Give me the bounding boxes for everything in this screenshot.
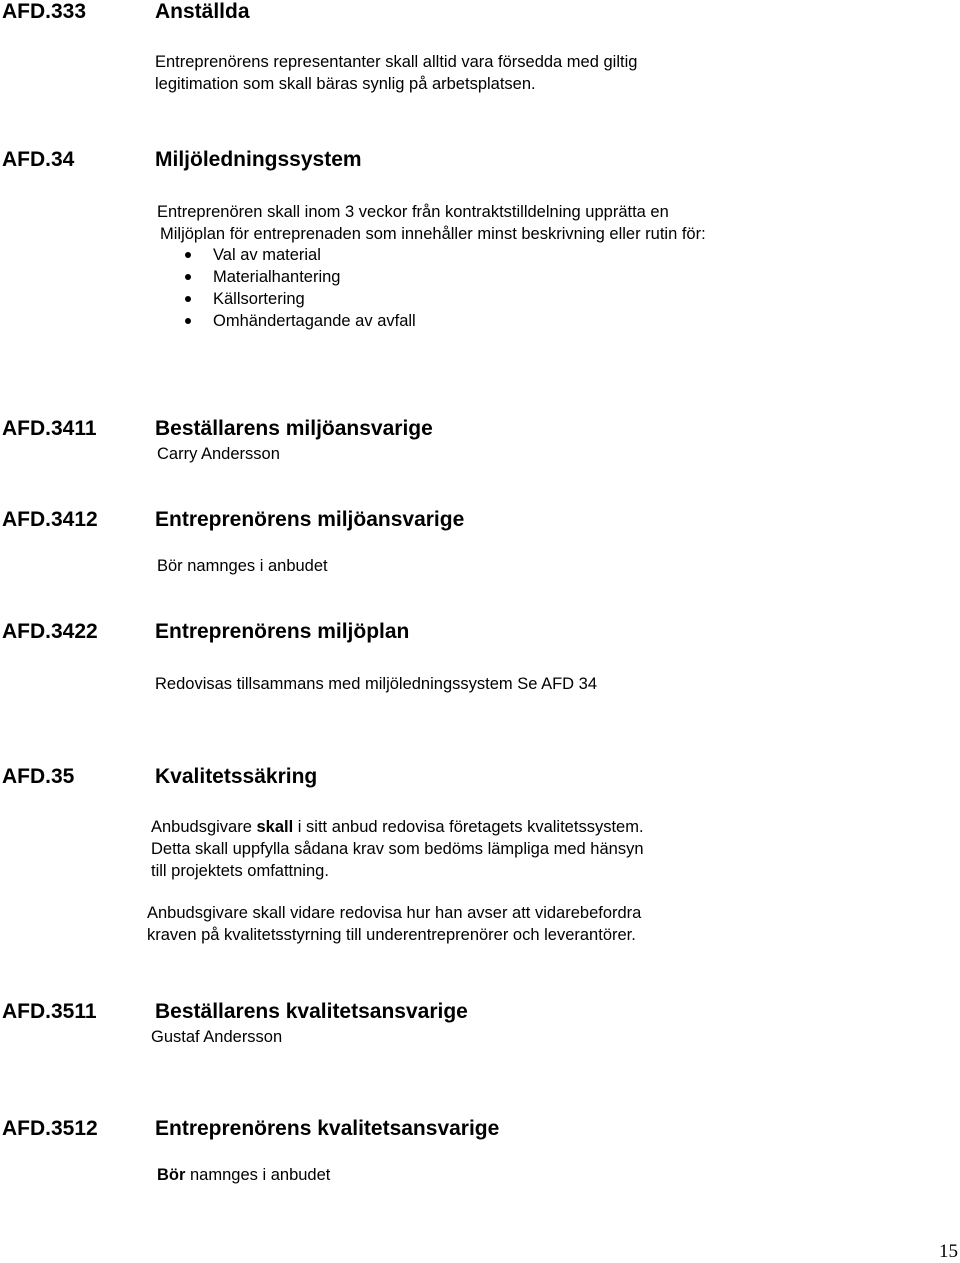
paragraph-line: Anbudsgivare skall i sitt anbud redovisa företagets kvalitetssystem. bbox=[151, 818, 644, 836]
section-title: Miljöledningssystem bbox=[155, 148, 362, 171]
bullet-icon bbox=[185, 318, 191, 324]
paragraph-line: Detta skall uppfylla sådana krav som bedöms lämpliga med hänsyn bbox=[151, 840, 644, 858]
paragraph-line: Anbudsgivare skall vidare redovisa hur han avser att vidarebefordra bbox=[147, 904, 642, 922]
section-title: Beställarens miljöansvarige bbox=[155, 417, 433, 440]
section-text: Bör namnges i anbudet bbox=[157, 557, 328, 575]
section-code: AFD.3411 bbox=[2, 417, 97, 440]
section-title: Anställda bbox=[155, 0, 250, 23]
bullet-icon bbox=[185, 274, 191, 280]
section-title: Beställarens kvalitetsansvarige bbox=[155, 1000, 468, 1023]
responsible-person: Carry Andersson bbox=[157, 445, 280, 463]
section-code: AFD.3412 bbox=[2, 508, 98, 531]
paragraph-line: Miljöplan för entreprenaden som innehåller minst beskrivning eller rutin för: bbox=[160, 225, 706, 243]
page-number: 15 bbox=[939, 1241, 958, 1262]
section-title: Entreprenörens miljöplan bbox=[155, 620, 410, 643]
requirement-list bbox=[185, 244, 416, 332]
section-title: Entreprenörens miljöansvarige bbox=[155, 508, 465, 531]
list-item: Omhändertagande av avfall bbox=[185, 310, 416, 332]
section-code: AFD.34 bbox=[2, 148, 75, 171]
bullet-icon bbox=[185, 252, 191, 258]
paragraph-line: till projektets omfattning. bbox=[151, 862, 329, 880]
list-item: Val av material bbox=[185, 244, 416, 266]
emphasis: skall bbox=[256, 818, 294, 836]
section-code: AFD.35 bbox=[2, 765, 75, 788]
section-text: Bör namnges i anbudet bbox=[157, 1166, 331, 1184]
section-code: AFD.3512 bbox=[2, 1117, 98, 1140]
section-title: Entreprenörens kvalitetsansvarige bbox=[155, 1117, 500, 1140]
paragraph-line: Entreprenörens representanter skall alltid vara försedda med giltig bbox=[155, 53, 638, 71]
paragraph-line: Entreprenören skall inom 3 veckor från kontraktstilldelning upprätta en bbox=[157, 203, 669, 221]
list-item: Materialhantering bbox=[185, 266, 416, 288]
section-code: AFD.3511 bbox=[2, 1000, 97, 1023]
section-code: AFD.3422 bbox=[2, 620, 98, 643]
section-code: AFD.333 bbox=[2, 0, 87, 23]
paragraph-line: kraven på kvalitetsstyrning till underentreprenörer och leverantörer. bbox=[147, 926, 636, 944]
section-title: Kvalitetssäkring bbox=[155, 765, 318, 788]
emphasis: Bör bbox=[157, 1166, 186, 1184]
section-text: Redovisas tillsammans med miljöledningssystem Se AFD 34 bbox=[155, 675, 598, 693]
paragraph-line: legitimation som skall bäras synlig på arbetsplatsen. bbox=[155, 75, 536, 93]
bullet-icon bbox=[185, 296, 191, 302]
list-item: Källsortering bbox=[185, 288, 416, 310]
responsible-person: Gustaf Andersson bbox=[151, 1028, 283, 1046]
